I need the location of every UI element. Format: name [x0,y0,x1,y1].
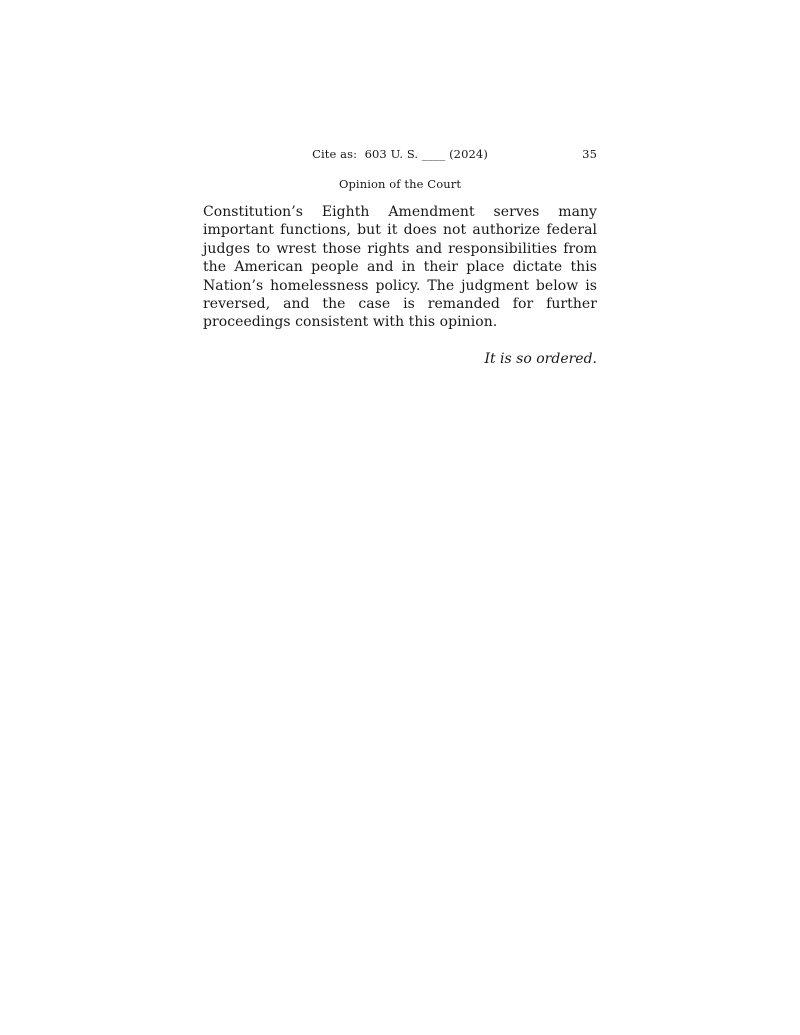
citation-header: Cite as: 603 U. S. ____ (2024) [312,147,488,161]
section-title: Opinion of the Court [338,177,462,191]
opinion-paragraph: Constitution’s Eighth Amendment serves many important functions, but it does not authorize federal judges to wrest those rights and responsibilities from the American people and in their place dictate this Nation’s homelessness policy. The judgment below is reversed, and the case is remanded for further proceedings consistent with this opinion. [203,204,597,331]
running-header [203,147,597,161]
closing-order-line: It is so ordered. [484,350,597,367]
text-column [203,0,597,368]
page-number: 35 [582,147,597,161]
